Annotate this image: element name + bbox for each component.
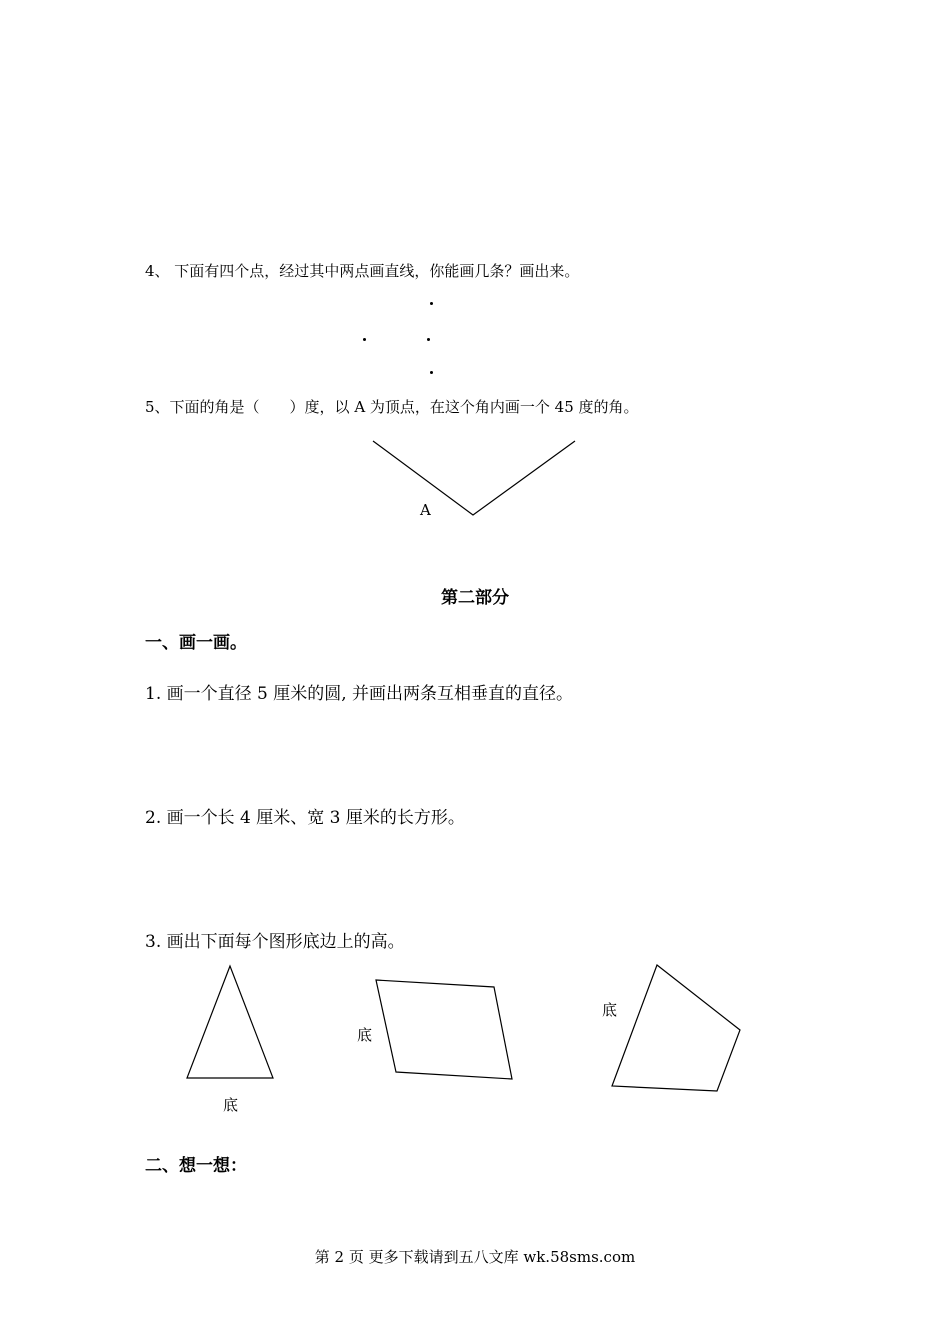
section-1-title: 一、画一画。 bbox=[145, 633, 247, 653]
question-4-text: 4、 下面有四个点，经过其中两点画直线，你能画几条？画出来。 bbox=[145, 262, 580, 280]
page-footer: 第 2 页 更多下载请到五八文库 wk.58sms.com bbox=[314, 1248, 636, 1266]
section-2-title: 二、想一想： bbox=[145, 1156, 247, 1176]
part-2-title: 第二部分 bbox=[441, 588, 509, 608]
question-5-text: 5、下面的角是（ ）度，以 A 为顶点，在这个角内画一个 45 度的角。 bbox=[145, 398, 639, 416]
parallelogram-base-label: 底 bbox=[357, 1026, 373, 1044]
parallelogram-figure bbox=[376, 980, 512, 1079]
quadrilateral-base-label: 底 bbox=[602, 1001, 618, 1019]
triangle-base-label: 底 bbox=[223, 1096, 239, 1114]
section-1-item-1: 1. 画一个直径 5 厘米的圆, 并画出两条互相垂直的直径。 bbox=[145, 684, 574, 704]
section-1-item-3: 3. 画出下面每个图形底边上的高。 bbox=[145, 932, 405, 952]
quadrilateral-figure bbox=[612, 965, 740, 1091]
section-1-item-2: 2. 画一个长 4 厘米、宽 3 厘米的长方形。 bbox=[145, 808, 465, 828]
triangle-figure bbox=[187, 966, 273, 1078]
angle-figure bbox=[373, 441, 575, 515]
angle-vertex-label: A bbox=[420, 501, 431, 519]
